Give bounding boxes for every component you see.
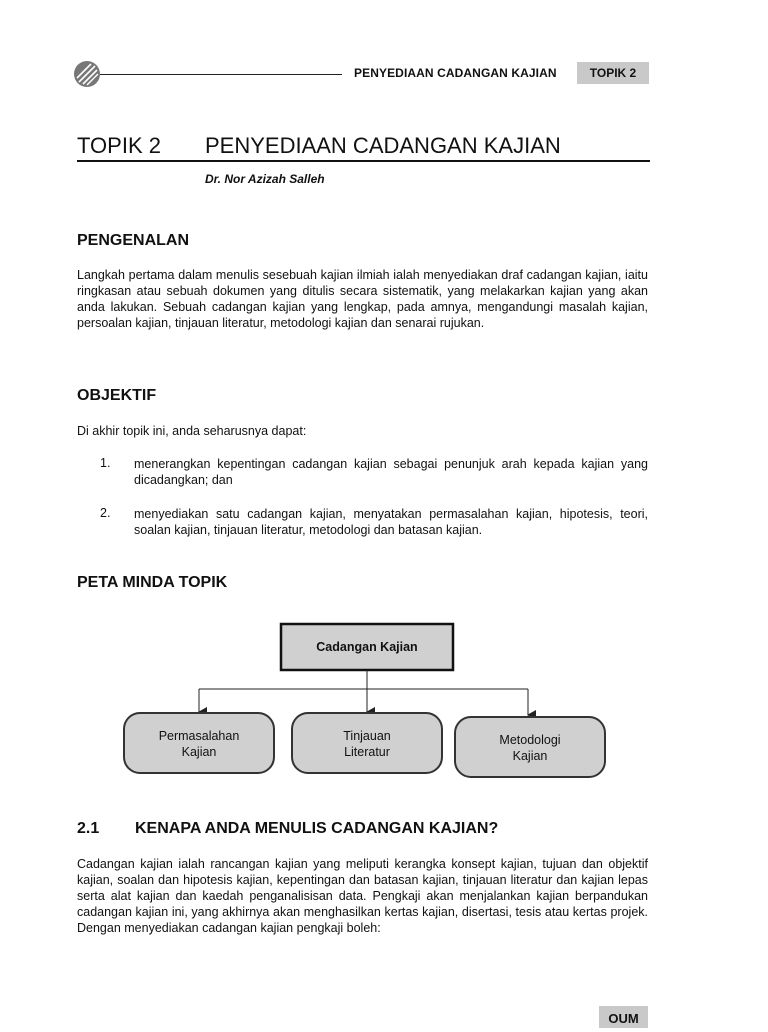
mindmap-node-permasalahan bbox=[124, 713, 274, 773]
section-number: 2.1 bbox=[77, 820, 100, 837]
topic-number: TOPIK 2 bbox=[77, 133, 161, 158]
mindmap-node-metodologi bbox=[455, 717, 605, 777]
objective-number: 1. bbox=[100, 456, 111, 470]
intro-paragraph: Langkah pertama dalam menulis sesebuah kajian ilmiah ialah menyediakan draf cadangan kajian, iaitu ringkasan atau sebuah dokumen yang ditulis secara sistematik, yang melakarkan kajian yang akan anda lakukan. Sebuah cadangan kajian yang lengkap, pada amnya, mengandungi masalah kajian, persoalan kajian, tinjauan literatur, metodologi kajian dan senarai rujukan. bbox=[77, 268, 648, 330]
objective-number: 2. bbox=[100, 506, 111, 520]
author: Dr. Nor Azizah Salleh bbox=[205, 172, 325, 186]
mindmap-node-tinjauan bbox=[292, 713, 442, 773]
running-header-title: PENYEDIAAN CADANGAN KAJIAN bbox=[354, 66, 557, 80]
mindmap-heading: PETA MINDA TOPIK bbox=[77, 574, 228, 591]
node-label: Kajian bbox=[181, 745, 217, 759]
objectives-heading: OBJEKTIF bbox=[77, 387, 157, 404]
node-label: Permasalahan bbox=[158, 729, 240, 743]
intro-heading: PENGENALAN bbox=[77, 232, 190, 249]
node-label: Tinjauan bbox=[343, 729, 391, 743]
page-title: PENYEDIAAN CADANGAN KAJIAN bbox=[205, 133, 561, 158]
node-label: Metodologi bbox=[499, 733, 561, 747]
section-paragraph: Cadangan kajian ialah rancangan kajian yang meliputi kerangka konsept kajian, tujuan dan objektif kajian, soalan dan hipotesis kajian, kepentingan dan batasan kajian, tinjauan literatur dan kajian lepas serta alat kajian dan kaedah penganalisisan data. Pengkaji akan menjalankan kajian berpandukan cadangan kajian ini, yang akhirnya akan menghasilkan kertas kajian, disertasi, tesis atau kertas projek. Dengan menyediakan cadangan kajian pengkaji boleh: bbox=[77, 857, 648, 935]
objective-text: menyediakan satu cadangan kajian, menyatakan permasalahan kajian, hipotesis, teori, soalan kajian, tinjauan literatur, metodologi dan batasan kajian. bbox=[134, 507, 648, 537]
node-label: Literatur bbox=[344, 745, 390, 759]
section-title: KENAPA ANDA MENULIS CADANGAN KAJIAN? bbox=[135, 820, 499, 837]
topic-tag: TOPIK 2 bbox=[577, 62, 649, 84]
publisher-tag: OUM bbox=[599, 1006, 648, 1028]
mindmap-root-label: Cadangan Kajian bbox=[316, 640, 418, 654]
node-label: Kajian bbox=[512, 749, 548, 763]
objectives-lead: Di akhir topik ini, anda seharusnya dapat: bbox=[77, 424, 307, 438]
objective-text: menerangkan kepentingan cadangan kajian sebagai penunjuk arah kepada kajian yang dicadangkan; dan bbox=[134, 457, 648, 487]
